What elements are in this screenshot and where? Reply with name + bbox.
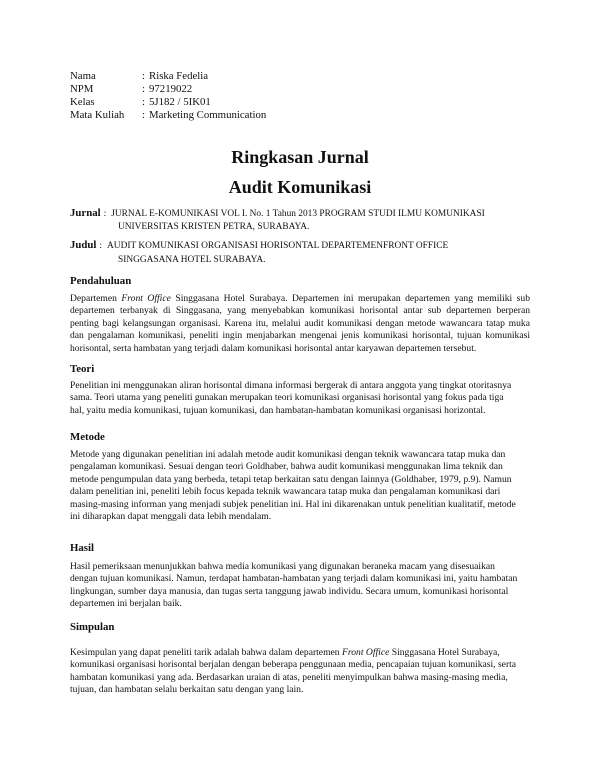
paragraph-line: komunikasi organisasi horisontal berjalan dengan beberapa penggunaan media, pencapaian tujuan komunikasi, serta	[70, 659, 517, 671]
student-info-value: Riska Fedelia	[149, 70, 209, 82]
section-body-pendahuluan	[70, 293, 530, 355]
journal-source	[70, 206, 485, 221]
paragraph-line: Hasil pemeriksaan menunjukkan bahwa media komunikasi yang digunakan beraneka macam yang disesuaikan	[70, 561, 495, 572]
student-info-label: NPM	[70, 83, 94, 95]
section-body-hasil	[70, 561, 530, 611]
text-run: Singgasana Hotel Surabaya. Departemen ini merupakan departemen yang memiliki sub	[175, 293, 531, 304]
paragraph-line: penting bagi kelangsungan organisasi. Karena itu, melalui audit komunikasi dengan metode wawancara tatap muka	[70, 317, 530, 329]
student-info-row	[70, 96, 266, 109]
italic-text: Front Office	[121, 293, 171, 304]
section-heading-simpulan: Simpulan	[70, 621, 115, 633]
separator: :	[99, 241, 103, 251]
paragraph-line: ini diharapkan dapat menggali data lebih mendalam.	[70, 510, 272, 522]
separator: :	[103, 209, 107, 219]
student-info-label: Nama	[70, 70, 96, 82]
paragraph-line: horisontal, serta hambatan yang terjadi dalam komunikasi horisontal antar karyawan departemen tersebut.	[70, 342, 477, 354]
paragraph-line: dengan tujuan komunikasi. Namun, terdapat hambatan-hambatan yang terjadi dalam komunikasi ini, yaitu hambatan	[70, 573, 518, 585]
separator: :	[142, 109, 145, 121]
paragraph-line: departemen terbanyak di Singgasana, yang menyebabkan komunikasi horisontal antar sub departemen berperan	[70, 305, 530, 317]
journal-label: Jurnal	[70, 207, 101, 219]
article-title-continued: SINGGASANA HOTEL SURABAYA.	[118, 255, 266, 265]
student-info	[70, 70, 266, 122]
paragraph-line: lingkungan, sumber daya manusia, dan tugas serta tanggung jawab individu. Secara umum, komunikasi horisontal	[70, 585, 509, 597]
paragraph-line: tujuan, dan hambatan selalu berkaitan satu dengan yang lain.	[70, 684, 304, 696]
section-heading-teori: Teori	[70, 363, 95, 375]
journal-value-continued: UNIVERSITAS KRISTEN PETRA, SURABAYA.	[118, 222, 310, 232]
paragraph-line: sama. Teori utama yang peneliti gunakan merupakan teori komunikasi organisasi horisontal yang fokus pada tiga	[70, 392, 504, 404]
student-info-row	[70, 83, 266, 96]
paragraph-line: dan pengalaman komunikasi, peneliti ingin menjabarkan mengenai jenis komunikasi horisontal, tujuan komunikasi	[70, 330, 530, 342]
paragraph-line	[70, 293, 530, 305]
paragraph-line: hambatan komunikasi yang ada. Berdasarkan uraian di atas, peneliti menyimpulkan bahwa masing-masing media,	[70, 671, 508, 683]
paragraph-line: dalam penelitian ini, peneliti lebih focus kepada teknik wawancara tatap muka dan pengalaman komunikasi dari	[70, 486, 501, 498]
separator: :	[142, 83, 145, 95]
student-info-value: 5J182 / 5IK01	[149, 96, 211, 108]
text-run: Kesimpulan yang dapat peneliti tarik adalah bahwa dalam departemen	[70, 647, 340, 658]
article-title-value: AUDIT KOMUNIKASI ORGANISASI HORISONTAL DEPARTEMENFRONT OFFICE	[107, 241, 449, 251]
section-heading-metode: Metode	[70, 431, 105, 443]
student-info-value: Marketing Communication	[149, 109, 267, 121]
section-body-teori	[70, 380, 530, 417]
paragraph-line: metode pengumpulan data yang berbeda, tetapi tetap berkaitan satu dengan lainnya (Goldhaber, 1979, p.9). Namun	[70, 473, 512, 485]
student-info-label: Kelas	[70, 96, 95, 108]
student-info-row	[70, 70, 266, 83]
paragraph-line	[70, 647, 530, 659]
section-body-simpulan	[70, 647, 530, 697]
student-info-row	[70, 109, 266, 122]
document-title	[0, 142, 600, 202]
section-heading-hasil: Hasil	[70, 542, 94, 554]
journal-value: JURNAL E-KOMUNIKASI VOL I. No. 1 Tahun 2013 PROGRAM STUDI ILMU KOMUNIKASI	[111, 209, 485, 219]
document-title-line: Ringkasan Jurnal	[231, 147, 369, 167]
section-body-metode	[70, 449, 530, 523]
student-info-value: 97219022	[149, 83, 193, 95]
text-run: Departemen	[70, 293, 117, 304]
section-heading-pendahuluan: Pendahuluan	[70, 275, 132, 287]
paragraph-line: Metode yang digunakan penelitian ini adalah metode audit komunikasi dengan teknik wawancara tatap muka dan	[70, 449, 506, 460]
student-info-label: Mata Kuliah	[70, 109, 125, 121]
separator: :	[142, 70, 145, 82]
paragraph-line: Penelitian ini menggunakan aliran horisontal dimana informasi bergerak di antara anggota yang tingkat otoritasnya	[70, 380, 512, 391]
paragraph-line: masing-masing informan yang menjadi subjek penelitian ini. Hal ini dikarenakan untuk penelitian kualitatif, metode	[70, 498, 516, 510]
separator: :	[142, 96, 145, 108]
paragraph-line: departemen ini berjalan baik.	[70, 598, 182, 610]
text-run: Singgasana Hotel Surabaya,	[391, 647, 500, 658]
article-title	[70, 238, 448, 253]
paragraph-line: hal, yaitu media komunikasi, tujuan komunikasi, dan hambatan-hambatan komunikasi organisasi horizontal.	[70, 404, 486, 416]
italic-text: Front Office	[342, 647, 390, 658]
article-title-label: Judul	[70, 239, 97, 251]
paragraph-line: pengalaman komunikasi. Sesuai dengan teori Goldhaber, bahwa audit komunikasi menggunakan lima teknik dan	[70, 461, 503, 473]
document-subtitle-line: Audit Komunikasi	[228, 177, 372, 197]
